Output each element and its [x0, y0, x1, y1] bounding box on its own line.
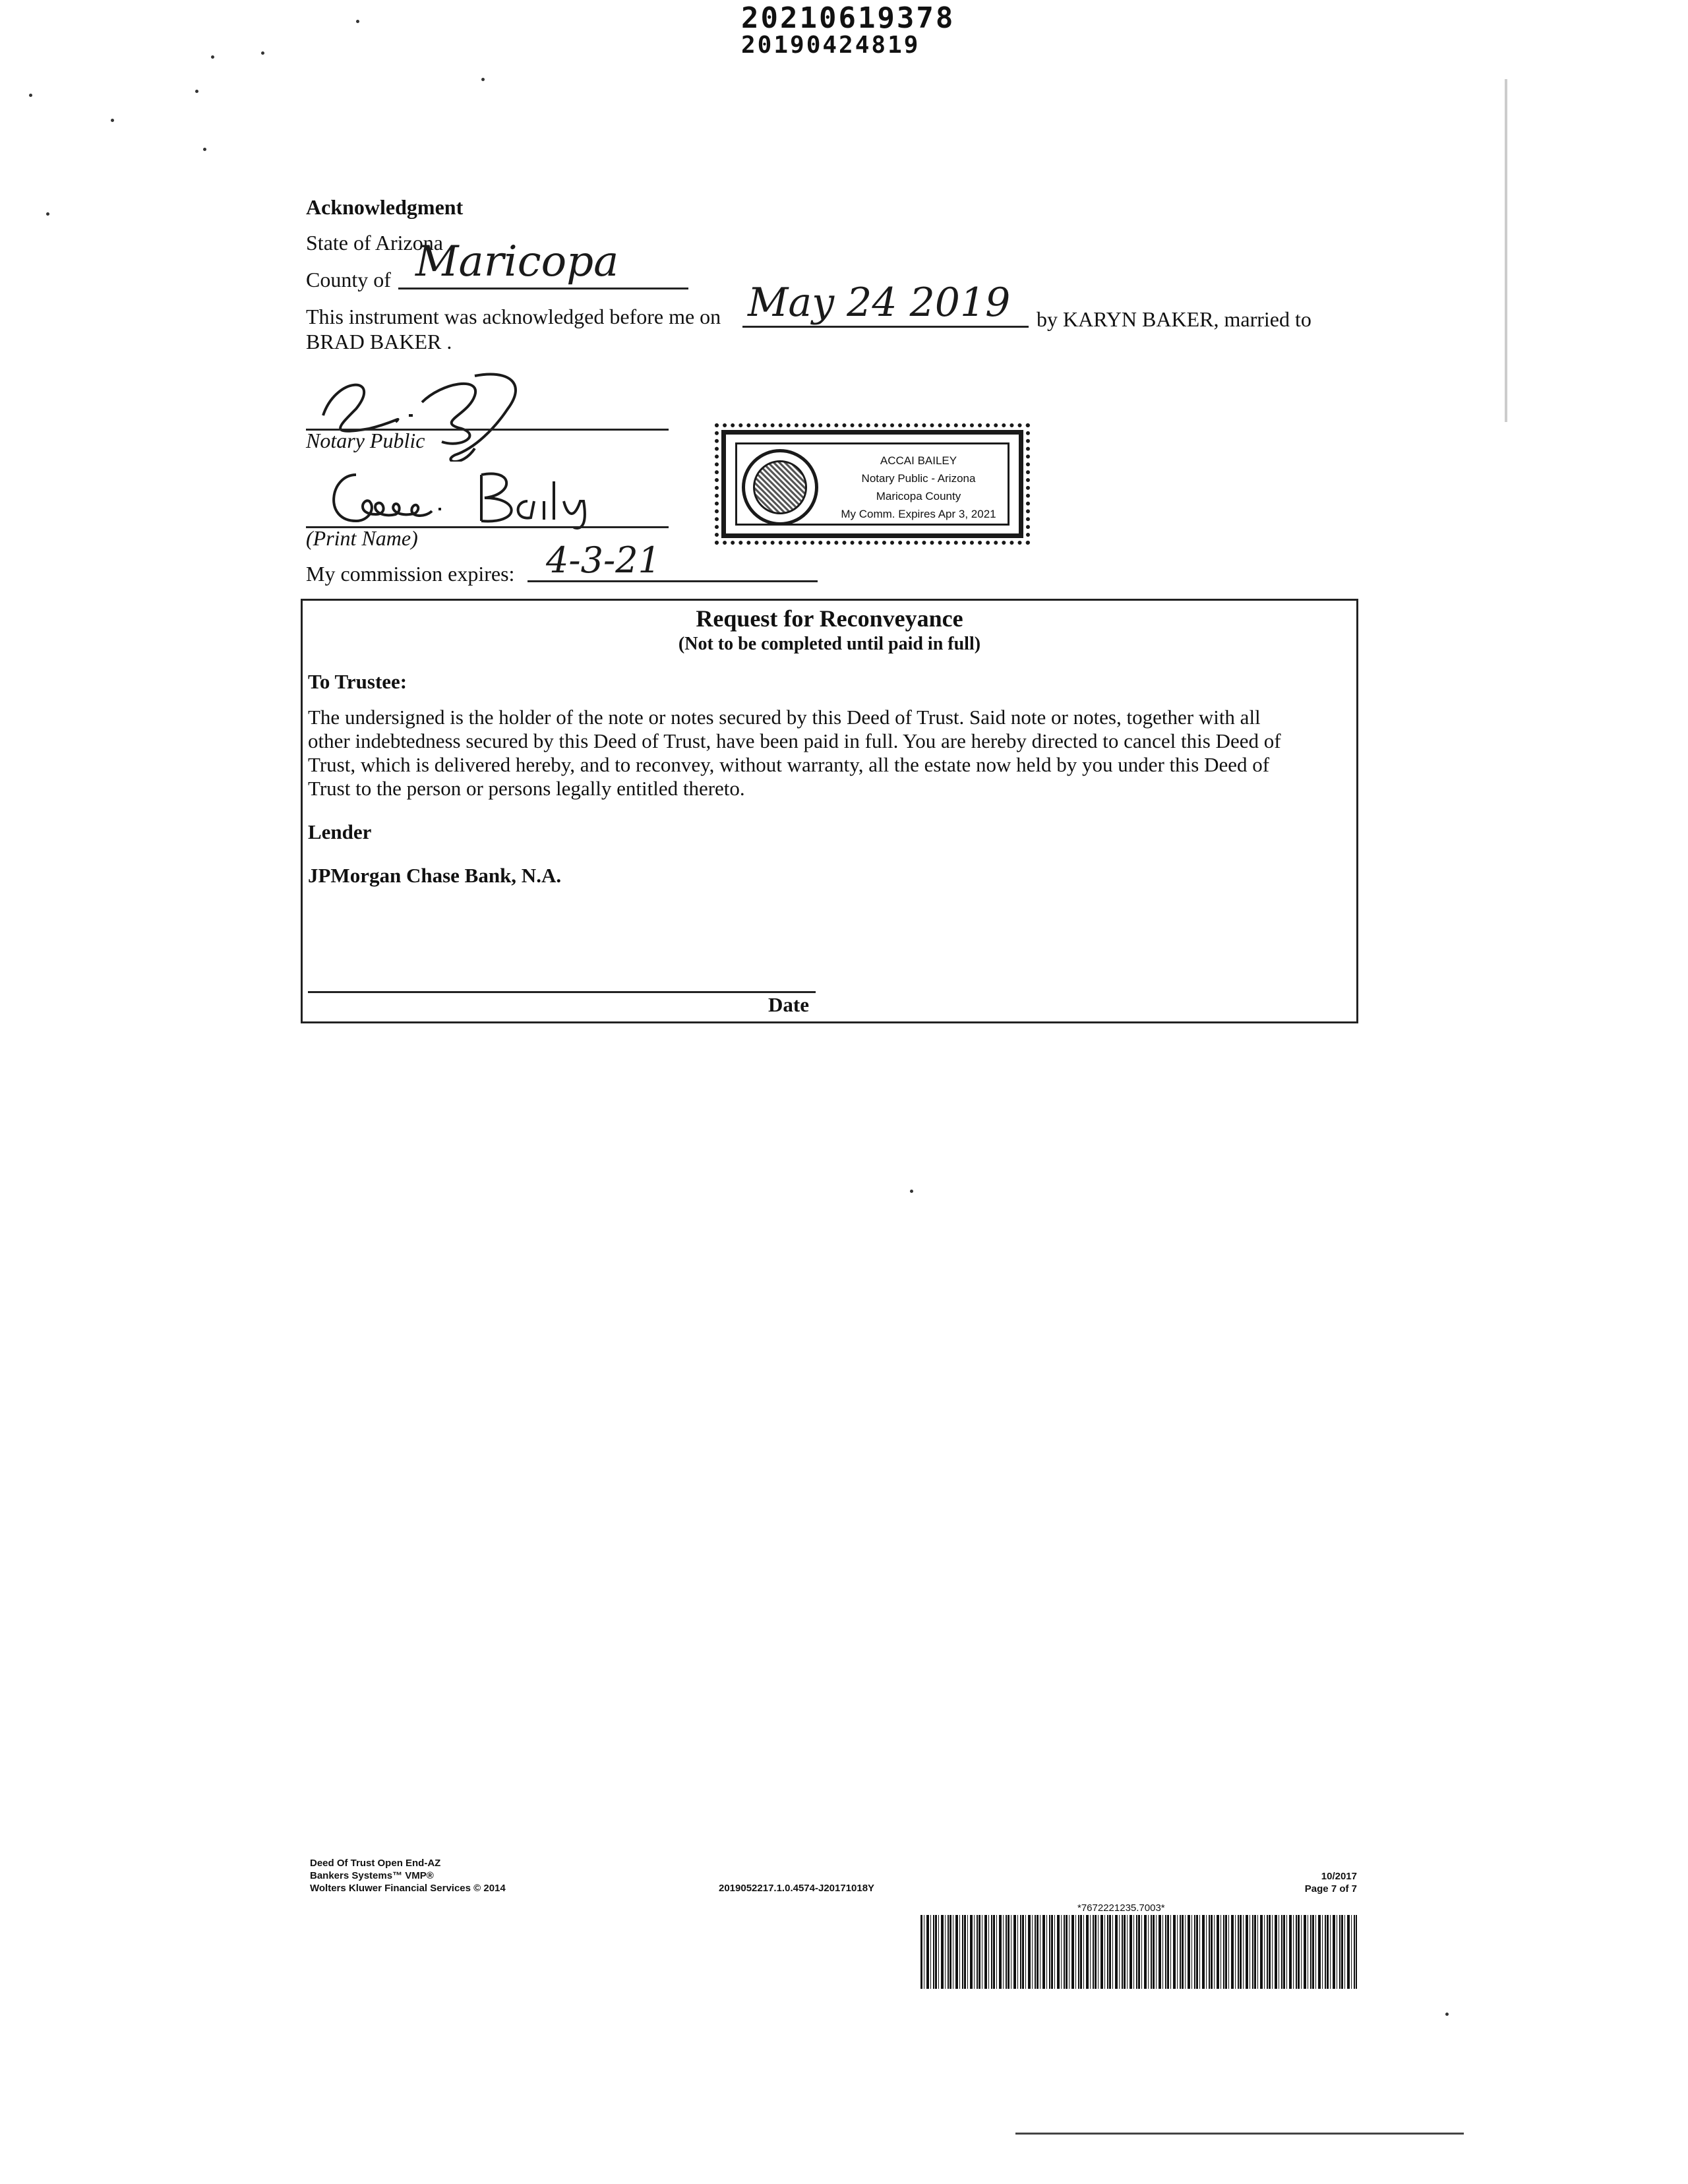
scan-speck: [211, 55, 214, 59]
scan-speck: [111, 119, 114, 122]
lender-label: Lender: [308, 820, 372, 843]
recording-number-primary: 20210619378: [741, 1, 955, 35]
reconveyance-line-1: The undersigned is the holder of the note or notes secured by this Deed of Trust. Said note or notes, together with all: [308, 706, 1261, 729]
county-handwritten: Maricopa: [415, 237, 619, 286]
scan-speck: [203, 148, 206, 151]
barcode-text: *7672221235.7003*: [1077, 1902, 1165, 1914]
date-signature-line: [308, 991, 816, 993]
date-label: Date: [768, 993, 809, 1016]
scan-speck: [481, 78, 485, 81]
commission-label: My commission expires:: [306, 562, 515, 586]
recording-number-secondary: 20190424819: [741, 32, 920, 59]
by-text: by KARYN BAKER, married to: [1037, 307, 1311, 331]
county-underline: [398, 288, 688, 289]
date-handwritten: May 24 2019: [748, 280, 1011, 326]
reconveyance-box: [301, 599, 1358, 1023]
notary-seal: [721, 430, 1023, 538]
seal-notary-name: ACCAI BAILEY: [880, 454, 957, 467]
reconveyance-line-4: Trust to the person or persons legally entitled thereto.: [308, 777, 745, 800]
scan-speck: [29, 94, 32, 97]
seal-county: Maricopa County: [876, 490, 961, 502]
footer-form-date: 10/2017: [1321, 1871, 1357, 1882]
seal-expiration: My Comm. Expires Apr 3, 2021: [841, 508, 996, 520]
acknowledgment-heading: Acknowledgment: [306, 195, 464, 219]
scan-speck: [195, 90, 198, 93]
scan-edge-mark: [1505, 79, 1507, 422]
seal-notary-title: Notary Public - Arizona: [861, 472, 976, 485]
second-party-line: BRAD BAKER .: [306, 330, 452, 353]
reconveyance-line-2: other indebtedness secured by this Deed of Trust, have been paid in full. You are hereby directed to cancel this Deed of: [308, 729, 1281, 752]
state-line: State of Arizona: [306, 231, 443, 255]
footer-doc-id: 2019052217.1.0.4574-J20171018Y: [719, 1883, 875, 1894]
print-name-label: (Print Name): [306, 526, 418, 550]
instrument-text: This instrument was acknowledged before me on: [306, 305, 721, 328]
barcode: [920, 1915, 1357, 1989]
footer-copyright: Wolters Kluwer Financial Services © 2014: [310, 1883, 506, 1894]
footer-page-number: Page 7 of 7: [1304, 1883, 1357, 1895]
scan-artifact-line: [1015, 2133, 1464, 2135]
lender-name: JPMorgan Chase Bank, N.A.: [308, 864, 562, 887]
date-underline: [742, 326, 1029, 328]
county-label: County of: [306, 268, 391, 291]
reconveyance-line-3: Trust, which is delivered hereby, and to reconvey, without warranty, all the estate now held by you under this Deed of: [308, 753, 1270, 776]
scan-speck: [46, 212, 49, 216]
footer-system: Bankers Systems™ VMP®: [310, 1870, 434, 1881]
scan-speck: [356, 20, 359, 23]
scan-speck: [1445, 2013, 1449, 2016]
commission-handwritten: 4-3-21: [546, 539, 661, 581]
scan-speck: [910, 1190, 913, 1193]
state-seal-emblem-icon: [742, 449, 818, 526]
print-name-handwriting: [316, 462, 626, 534]
seal-text: [825, 452, 1012, 523]
reconveyance-subtitle: (Not to be completed until paid in full): [678, 634, 981, 654]
footer-page-info: [1253, 1870, 1357, 1895]
notary-public-label: Notary Public: [306, 429, 425, 452]
footer-form-info: [310, 1857, 506, 1895]
scan-speck: [261, 51, 264, 55]
to-trustee-label: To Trustee:: [308, 670, 407, 693]
footer-form-name: Deed Of Trust Open End-AZ: [310, 1858, 441, 1869]
reconveyance-title: Request for Reconveyance: [696, 605, 963, 632]
